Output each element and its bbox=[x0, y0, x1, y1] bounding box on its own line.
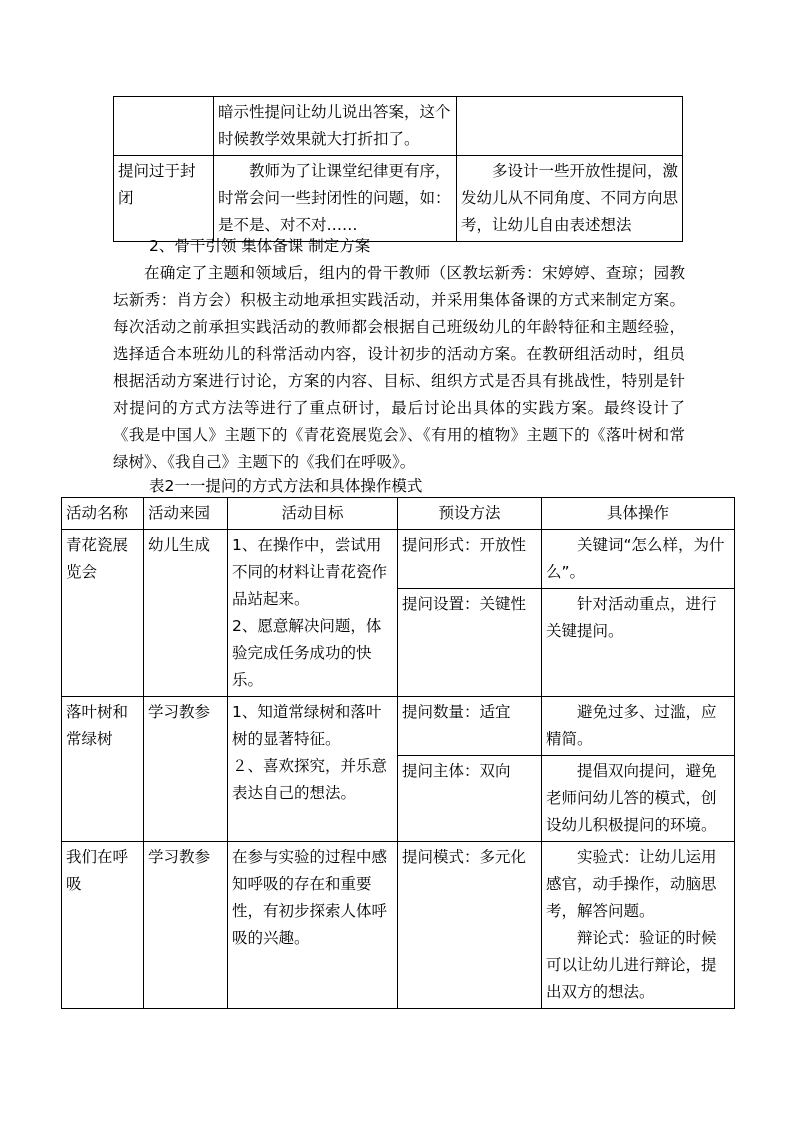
header-cell: 活动名称 bbox=[62, 498, 144, 530]
method-table bbox=[61, 497, 735, 1009]
header-cell: 活动目标 bbox=[228, 498, 398, 530]
table-cell: 提问主体：双向 bbox=[398, 756, 542, 842]
table-cell: 提问设置：关键性 bbox=[398, 589, 542, 697]
table-cell: 幼儿生成 bbox=[144, 530, 228, 697]
table-cell: 提问过于封闭 bbox=[114, 156, 214, 242]
table-cell: 针对活动重点，进行关键提问。 bbox=[542, 589, 735, 697]
header-cell: 活动来园 bbox=[144, 498, 228, 530]
goal-item: 2、愿意解决问题，体验完成任务成功的快乐。 bbox=[232, 617, 382, 689]
goal-item: 1、知道常绿树和落叶树的显著特征。 bbox=[232, 703, 382, 748]
table-cell bbox=[228, 697, 398, 842]
section-heading: 2、骨干引领 集体备课 制定方案 bbox=[149, 237, 371, 255]
table-cell: 关键词“怎么样，为什么”。 bbox=[542, 530, 735, 589]
goal-item: 1、在操作中，尝试用不同的材料让青花瓷作品站起来。 bbox=[232, 536, 388, 608]
continued-table bbox=[113, 96, 683, 242]
table-cell: 在参与实验的过程中感知呼吸的存在和重要性，有初步探索人体呼吸的兴趣。 bbox=[228, 842, 398, 1009]
table-cell: 提问模式：多元化 bbox=[398, 842, 542, 1009]
table-cell: 学习教参 bbox=[144, 842, 228, 1009]
table-cell: 教师为了让课堂纪律更有序，时常会问一些封闭性的问题，如：是不是、对不对…… bbox=[214, 156, 457, 242]
table-cell: 多设计一些开放性提问，激发幼儿从不同角度、不同方向思考，让幼儿自由表述想法 bbox=[457, 156, 683, 242]
table-cell bbox=[542, 842, 735, 1009]
table-cell bbox=[114, 97, 214, 156]
table-caption: 表2一一提问的方式方法和具体操作模式 bbox=[149, 477, 423, 495]
table-row bbox=[114, 97, 683, 156]
table-cell: 我们在呼吸 bbox=[62, 842, 144, 1009]
table-cell: 提问数量：适宜 bbox=[398, 697, 542, 756]
header-cell: 预设方法 bbox=[398, 498, 542, 530]
operation-item: 实验式：让幼儿运用感官，动手操作，动脑思考，解答问题。 bbox=[546, 848, 717, 920]
table-row bbox=[62, 697, 735, 756]
table-row bbox=[62, 530, 735, 589]
table-cell: 避免过多、过滥，应精简。 bbox=[542, 697, 735, 756]
table-cell bbox=[457, 97, 683, 156]
operation-item: 辩论式：验证的时候可以让幼儿进行辩论，提出双方的想法。 bbox=[546, 929, 717, 1001]
header-cell: 具体操作 bbox=[542, 498, 735, 530]
table-row bbox=[62, 842, 735, 1009]
body-paragraph bbox=[113, 260, 685, 476]
table-cell: 提倡双向提问，避免老师问幼儿答的模式，创设幼儿积极提问的环境。 bbox=[542, 756, 735, 842]
goal-item: ２、喜欢探究，并乐意表达自己的想法。 bbox=[232, 757, 388, 802]
table-cell: 学习教参 bbox=[144, 697, 228, 842]
paragraph-text: 在确定了主题和领域后，组内的骨干教师（区教坛新秀：宋婷婷、查琼；园教坛新秀：肖方会）积极主动地承担实践活动，并采用集体备课的方式来制定方案。每次活动之前承担实践活动的教师都会根据自己班级幼儿的年龄特征和主题经验，选择适合本班幼儿的科常活动内容，设计初步的活动方案。在教研组活动时，组员根据活动方案进行讨论，方案的内容、目标、组织方式是否具有挑战性，特别是针对提问的方式方法等进行了重点研讨，最后讨论出具体的实践方案。最终设计了《我是中国人》主题下的《青花瓷展览会》、《有用的植物》主题下的《落叶树和常绿树》、《我自己》主题下的《我们在呼吸》。 bbox=[113, 264, 685, 471]
table-cell: 青花瓷展览会 bbox=[62, 530, 144, 697]
table-cell: 暗示性提问让幼儿说出答案，这个时候教学效果就大打折扣了。 bbox=[214, 97, 457, 156]
table-cell bbox=[228, 530, 398, 697]
table-cell: 落叶树和常绿树 bbox=[62, 697, 144, 842]
table-cell: 提问形式：开放性 bbox=[398, 530, 542, 589]
table-header-row bbox=[62, 498, 735, 530]
table-row bbox=[114, 156, 683, 242]
